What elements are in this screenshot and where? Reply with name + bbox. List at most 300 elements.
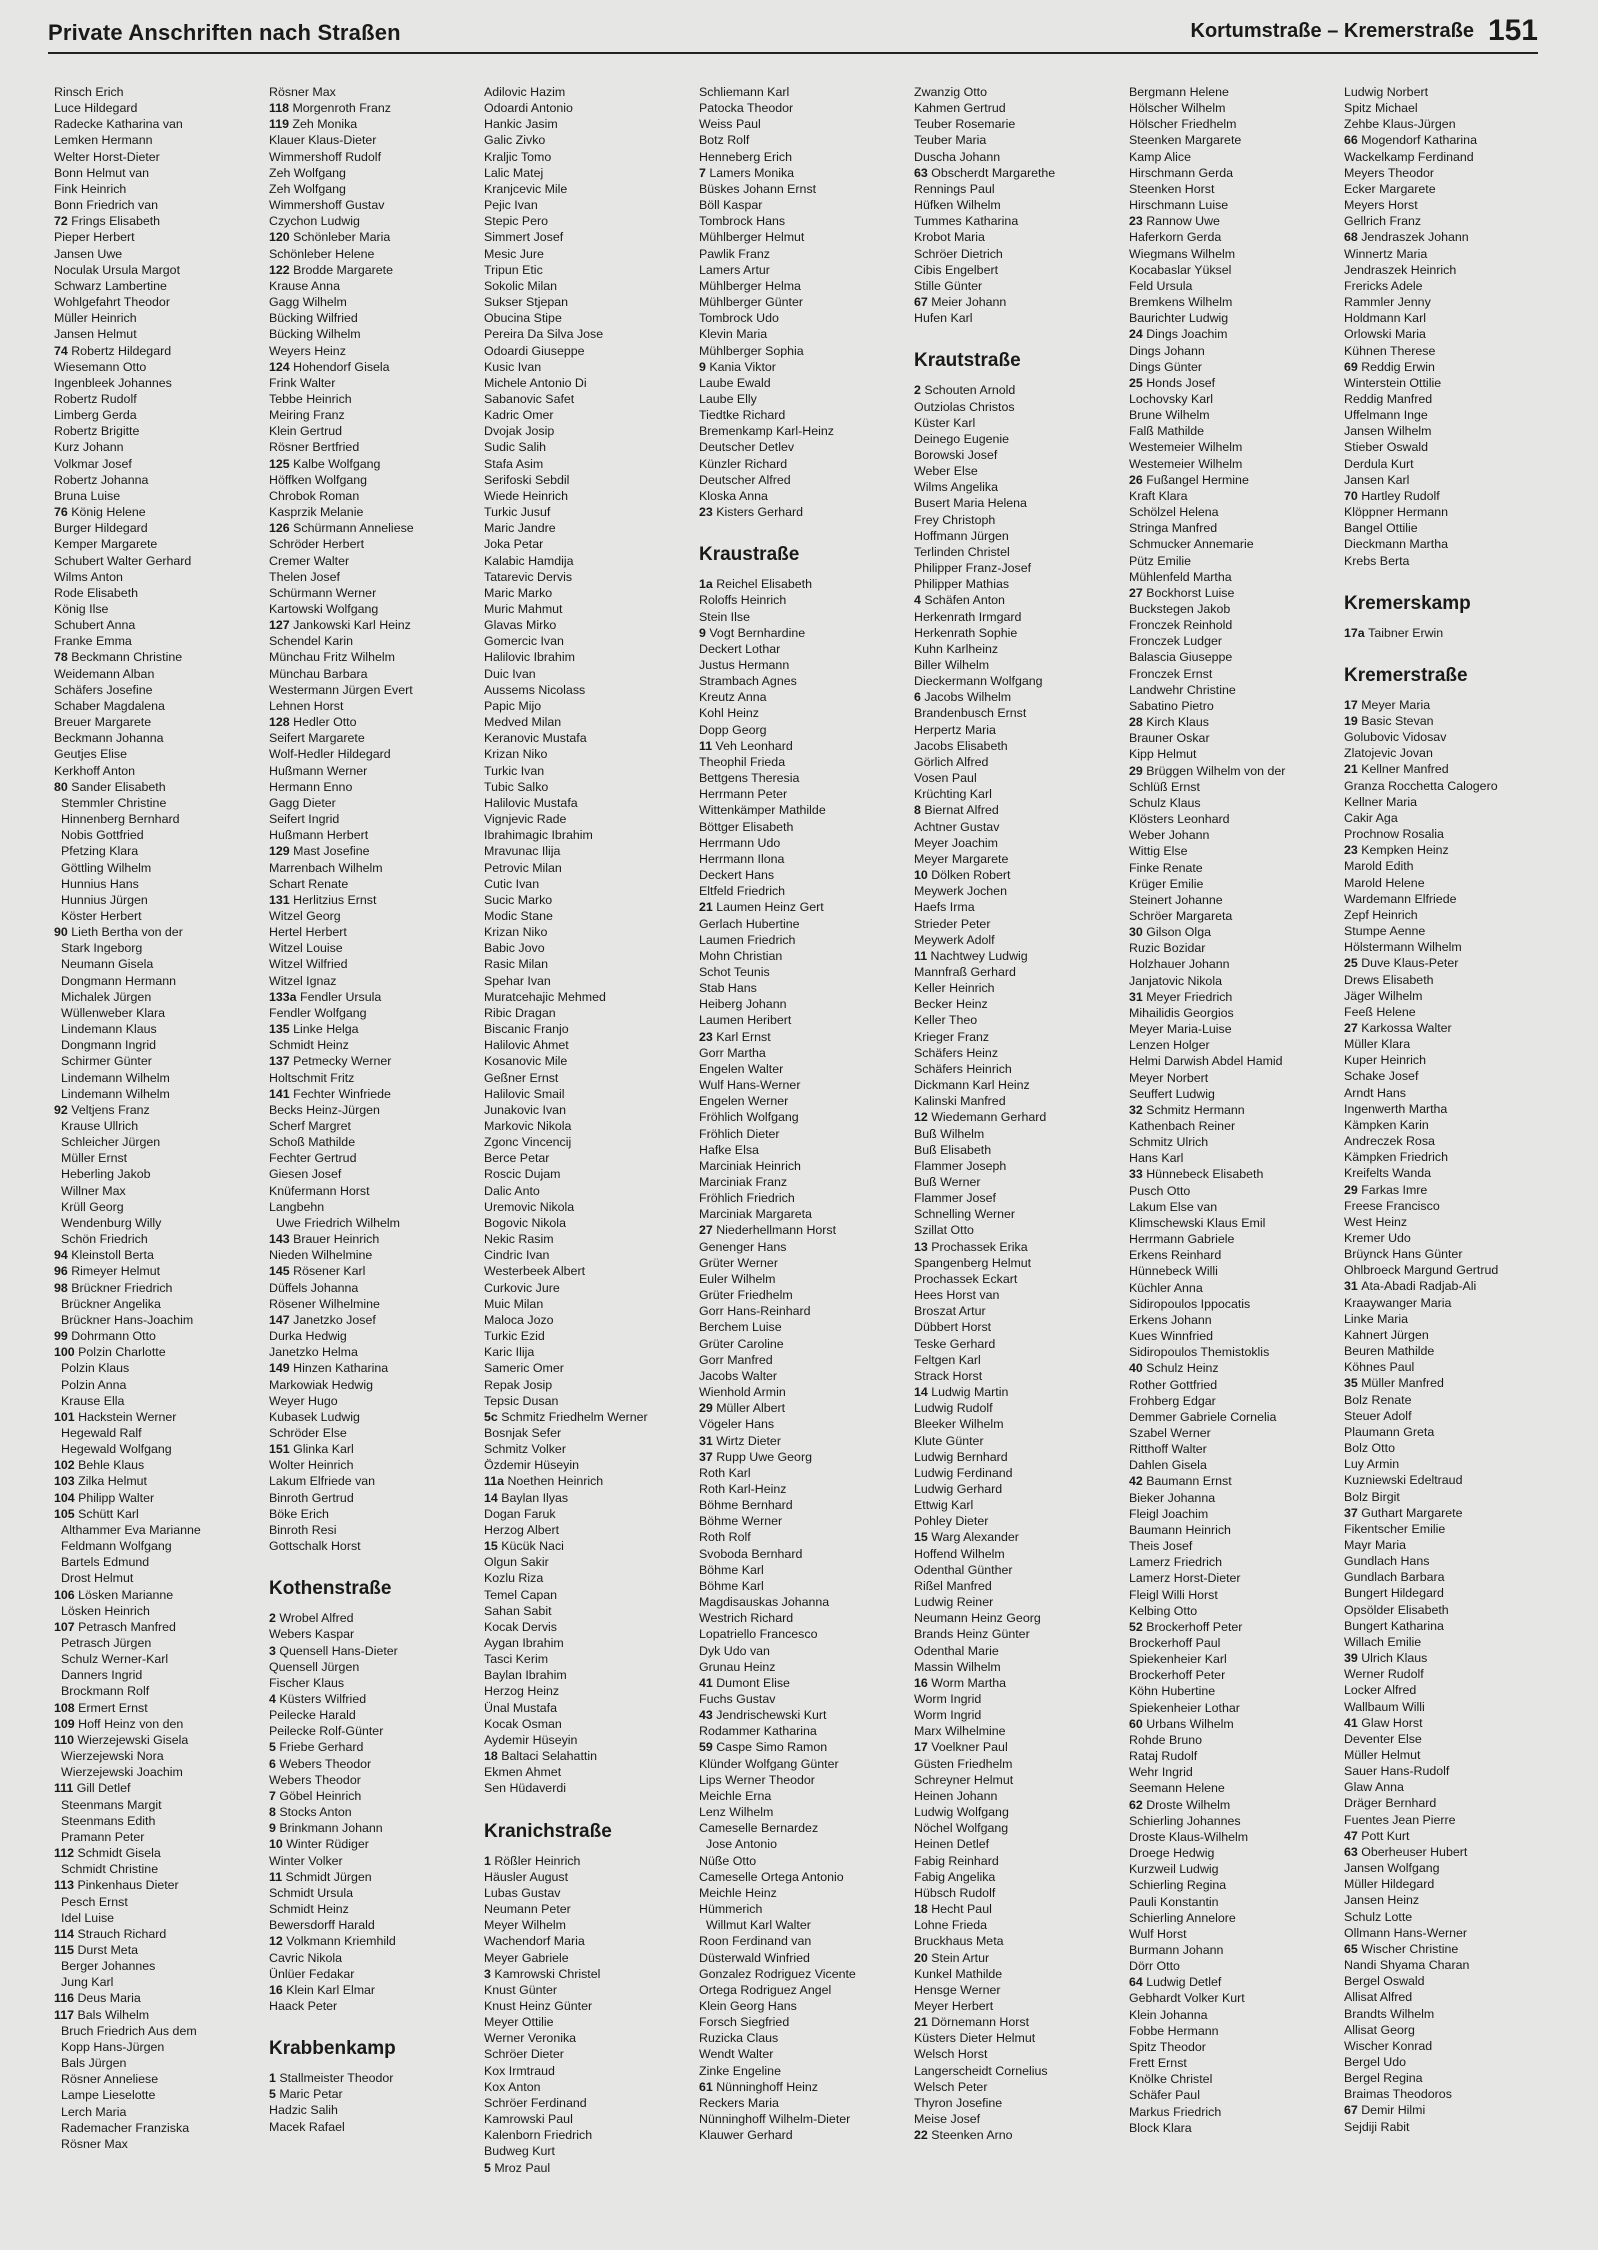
resident-entry	[484, 1441, 699, 1457]
resident-name: Lamerz Friedrich	[1129, 1555, 1222, 1570]
house-number: 112	[54, 1846, 78, 1861]
resident-entry	[269, 326, 484, 342]
resident-entry	[914, 132, 1129, 148]
resident-name: Bogovic Nikola	[484, 1215, 566, 1230]
resident-name: Droege Hedwig	[1129, 1846, 1215, 1861]
resident-name: Biernat Alfred	[924, 803, 999, 818]
resident-entry	[1129, 1780, 1344, 1796]
resident-entry	[914, 399, 1129, 415]
resident-entry	[269, 569, 484, 585]
resident-entry	[484, 326, 699, 342]
resident-entry	[1129, 1732, 1344, 1748]
resident-entry	[54, 1764, 269, 1780]
resident-entry	[484, 1263, 699, 1279]
house-number: 141	[269, 1086, 294, 1101]
resident-entry	[54, 1926, 269, 1942]
resident-name: Simmert Josef	[484, 230, 564, 245]
resident-entry	[54, 1377, 269, 1393]
resident-entry	[484, 585, 699, 601]
resident-name: Fink Heinrich	[54, 181, 127, 196]
house-number: 137	[269, 1054, 294, 1069]
resident-entry	[914, 1950, 1129, 1966]
resident-entry	[1344, 1440, 1559, 1456]
resident-name: Vogt Bernhardine	[709, 625, 806, 640]
resident-entry	[484, 100, 699, 116]
resident-entry	[699, 1562, 914, 1578]
resident-entry	[269, 520, 484, 536]
house-number: 31	[699, 1433, 717, 1448]
resident-entry	[54, 2007, 269, 2023]
resident-entry	[54, 2071, 269, 2087]
resident-name: Worm Martha	[931, 1675, 1007, 1690]
resident-name: Sen Hüdaverdi	[484, 1781, 566, 1796]
resident-entry	[484, 84, 699, 100]
resident-name: Jansen Heinz	[1344, 1893, 1420, 1908]
resident-name: Kania Viktor	[709, 359, 776, 374]
resident-entry	[269, 1869, 484, 1885]
resident-name: Kadric Omer	[484, 408, 554, 423]
resident-entry	[1344, 826, 1559, 842]
resident-name: Kohl Heinz	[699, 706, 759, 721]
resident-entry	[1344, 1892, 1559, 1908]
resident-entry	[914, 1772, 1129, 1788]
resident-entry	[269, 1166, 484, 1182]
resident-entry	[269, 633, 484, 649]
resident-entry	[1344, 423, 1559, 439]
house-number: 18	[484, 1749, 502, 1764]
house-number: 3	[269, 1643, 280, 1658]
resident-entry	[54, 423, 269, 439]
resident-name: Engelen Werner	[699, 1094, 789, 1109]
resident-entry	[1129, 1457, 1344, 1473]
resident-entry	[1344, 1666, 1559, 1682]
resident-name: Pereira Da Silva Jose	[484, 327, 604, 342]
resident-name: Ritthoff Walter	[1129, 1442, 1207, 1457]
resident-name: Neumann Peter	[484, 1902, 571, 1917]
resident-entry	[699, 439, 914, 455]
resident-entry	[1344, 165, 1559, 181]
resident-entry	[54, 536, 269, 552]
resident-entry	[1129, 391, 1344, 407]
resident-name: Hafke Elsa	[699, 1142, 759, 1157]
resident-entry	[1129, 779, 1344, 795]
resident-name: Jendraszek Johann	[1361, 230, 1469, 245]
house-number: 21	[914, 2015, 932, 2030]
resident-name: Frings Elisabeth	[71, 214, 161, 229]
resident-entry	[1129, 569, 1344, 585]
resident-name: Junakovic Ivan	[484, 1102, 566, 1117]
resident-name: Borowski Josef	[914, 447, 998, 462]
resident-name: Mühlenfeld Martha	[1129, 569, 1232, 584]
resident-entry	[1129, 1603, 1344, 1619]
resident-name: Lopatriello Francesco	[699, 1627, 818, 1642]
resident-entry	[1129, 908, 1344, 924]
resident-name: Hußmann Werner	[269, 763, 368, 778]
resident-name: Schake Josef	[1344, 1069, 1419, 1084]
resident-entry	[269, 682, 484, 698]
resident-entry	[484, 876, 699, 892]
resident-entry	[1129, 860, 1344, 876]
resident-entry	[54, 827, 269, 843]
resident-name: Gorr Manfred	[699, 1352, 773, 1367]
resident-entry	[484, 601, 699, 617]
resident-name: Ünal Mustafa	[484, 1700, 558, 1715]
resident-entry	[699, 1400, 914, 1416]
resident-name: Witzel Georg	[269, 908, 341, 923]
resident-entry	[699, 1255, 914, 1271]
resident-entry	[914, 1433, 1129, 1449]
resident-name: Krause Ella	[61, 1393, 125, 1408]
resident-entry	[54, 1070, 269, 1086]
resident-entry	[1344, 1682, 1559, 1698]
resident-name: Teuber Maria	[914, 133, 987, 148]
resident-entry	[1344, 1456, 1559, 1472]
resident-name: Gebhardt Volker Kurt	[1129, 1991, 1245, 2006]
resident-entry	[699, 2063, 914, 2079]
resident-name: Temel Capan	[484, 1587, 558, 1602]
resident-name: Stringa Manfred	[1129, 521, 1218, 536]
resident-name: Prochassek Erika	[931, 1239, 1028, 1254]
resident-entry	[699, 1998, 914, 2014]
resident-name: Plaumann Greta	[1344, 1424, 1435, 1439]
resident-entry	[484, 375, 699, 391]
resident-entry	[1129, 262, 1344, 278]
resident-entry	[484, 956, 699, 972]
resident-entry	[54, 391, 269, 407]
resident-name: Flammer Joseph	[914, 1158, 1007, 1173]
resident-entry	[914, 867, 1129, 883]
resident-name: Frey Christoph	[914, 512, 996, 527]
resident-name: Lenz Wilhelm	[699, 1805, 774, 1820]
resident-name: Zehbe Klaus-Jürgen	[1344, 117, 1456, 132]
house-number: 37	[699, 1449, 717, 1464]
resident-name: Patocka Theodor	[699, 101, 794, 116]
resident-name: Magdisauskas Johanna	[699, 1595, 830, 1610]
resident-entry	[269, 940, 484, 956]
resident-entry	[484, 989, 699, 1005]
house-number: 111	[54, 1781, 77, 1796]
resident-name: Tombrock Udo	[699, 311, 779, 326]
resident-entry	[914, 1804, 1129, 1820]
resident-name: Szillat Otto	[914, 1223, 974, 1238]
house-number: 59	[699, 1740, 717, 1755]
resident-name: Quensell Jürgen	[269, 1659, 360, 1674]
resident-entry	[54, 1748, 269, 1764]
resident-entry	[54, 1910, 269, 1926]
resident-name: Pott Kurt	[1361, 1828, 1410, 1843]
resident-entry	[1344, 1828, 1559, 1844]
resident-name: Pfetzing Klara	[61, 844, 139, 859]
resident-entry	[699, 456, 914, 472]
resident-name: Odoardi Antonio	[484, 101, 573, 116]
house-number: 65	[1344, 1941, 1362, 1956]
resident-name: Müller Heinrich	[54, 311, 137, 326]
resident-entry	[1344, 197, 1559, 213]
resident-name: Hadzic Salih	[269, 2103, 338, 2118]
resident-name: Rösner Max	[61, 2136, 128, 2151]
resident-name: Bonn Friedrich van	[54, 198, 158, 213]
resident-name: Wienhold Armin	[699, 1385, 786, 1400]
resident-entry	[699, 359, 914, 375]
resident-name: Voelkner Paul	[931, 1740, 1008, 1755]
resident-name: Westermann Jürgen Evert	[269, 682, 413, 697]
resident-name: Hegewald Ralf	[61, 1425, 142, 1440]
resident-name: Böke Erich	[269, 1506, 329, 1521]
resident-name: Schaber Magdalena	[54, 698, 165, 713]
resident-entry	[484, 1603, 699, 1619]
resident-entry	[1129, 375, 1344, 391]
resident-entry	[484, 2095, 699, 2111]
resident-entry	[914, 415, 1129, 431]
resident-name: Golubovic Vidosav	[1344, 730, 1447, 745]
resident-name: Kämpken Friedrich	[1344, 1150, 1448, 1165]
resident-entry	[269, 956, 484, 972]
resident-entry	[484, 763, 699, 779]
resident-name: Kubasek Ludwig	[269, 1409, 360, 1424]
resident-entry	[54, 149, 269, 165]
resident-entry	[1344, 1327, 1559, 1343]
resident-name: Winnertz Maria	[1344, 246, 1428, 261]
resident-entry	[914, 1562, 1129, 1578]
resident-name: Kopp Hans-Jürgen	[61, 2039, 165, 2054]
resident-name: Nieden Wilhelmine	[269, 1248, 373, 1263]
resident-name: Schönleber Maria	[293, 230, 391, 245]
resident-name: Robertz Johanna	[54, 472, 149, 487]
resident-name: Brückner Friedrich	[71, 1280, 173, 1295]
resident-entry	[914, 916, 1129, 932]
resident-entry	[1129, 892, 1344, 908]
resident-name: Kraft Klara	[1129, 488, 1188, 503]
resident-name: Schwarz Lambertine	[54, 278, 167, 293]
resident-entry	[699, 1756, 914, 1772]
resident-name: Dongmann Hermann	[61, 973, 177, 988]
resident-entry	[54, 1360, 269, 1376]
resident-entry	[1129, 1005, 1344, 1021]
resident-entry	[269, 1998, 484, 2014]
resident-name: Uremovic Nikola	[484, 1199, 575, 1214]
resident-name: Dogan Faruk	[484, 1506, 556, 1521]
resident-name: Höffken Wolfgang	[269, 472, 368, 487]
resident-name: Kempken Heinz	[1361, 843, 1449, 858]
resident-name: Kirch Klaus	[1146, 715, 1209, 730]
resident-entry	[1344, 1101, 1559, 1117]
resident-name: Pohley Dieter	[914, 1514, 989, 1529]
resident-name: Hunnius Hans	[61, 876, 139, 891]
resident-name: Schubert Anna	[54, 618, 136, 633]
resident-name: Keller Theo	[914, 1013, 978, 1028]
resident-entry	[914, 948, 1129, 964]
resident-name: Gundlach Hans	[1344, 1554, 1430, 1569]
resident-name: Kamp Alice	[1129, 149, 1191, 164]
resident-entry	[1129, 1037, 1344, 1053]
resident-name: Erkens Johann	[1129, 1312, 1212, 1327]
resident-entry	[484, 1966, 699, 1982]
resident-name: Maric Petar	[279, 2087, 343, 2102]
resident-entry	[914, 1319, 1129, 1335]
resident-entry	[54, 1441, 269, 1457]
resident-name: Krüll Georg	[61, 1199, 124, 1214]
resident-entry	[54, 1021, 269, 1037]
resident-name: Knust Günter	[484, 1982, 558, 1997]
resident-name: Bruckhaus Meta	[914, 1934, 1004, 1949]
resident-name: Nobis Gottfried	[61, 828, 144, 843]
resident-entry	[1344, 1909, 1559, 1925]
resident-entry	[484, 1982, 699, 1998]
resident-name: Repak Josip	[484, 1377, 553, 1392]
resident-name: Odoardi Giuseppe	[484, 343, 585, 358]
resident-name: Hankic Jasim	[484, 117, 558, 132]
resident-name: Kuzniewski Edeltraud	[1344, 1473, 1463, 1488]
resident-entry	[1344, 1343, 1559, 1359]
street-range-label: Kortumstraße – Kremerstraße	[1190, 20, 1474, 42]
resident-name: Seifert Ingrid	[269, 812, 340, 827]
resident-entry	[914, 1012, 1129, 1028]
resident-name: Veltjens Franz	[71, 1102, 150, 1117]
resident-entry	[1129, 100, 1344, 116]
resident-name: Schot Teunis	[699, 964, 770, 979]
resident-entry	[1129, 1990, 1344, 2006]
resident-entry	[1129, 504, 1344, 520]
resident-name: Schulz Lotte	[1344, 1909, 1413, 1924]
house-number: 98	[54, 1280, 72, 1295]
resident-entry	[1344, 1731, 1559, 1747]
resident-entry	[699, 609, 914, 625]
resident-name: Steenmans Margit	[61, 1797, 162, 1812]
resident-entry	[699, 1465, 914, 1481]
resident-entry	[1344, 2102, 1559, 2118]
directory-column	[699, 84, 914, 2244]
resident-name: Welsch Horst	[914, 2047, 988, 2062]
house-number: 15	[484, 1539, 502, 1554]
resident-name: Achtner Gustav	[914, 819, 1000, 834]
resident-name: Klöppner Hermann	[1344, 505, 1449, 520]
house-number: 29	[1344, 1182, 1362, 1197]
resident-name: Lieth Bertha von der	[71, 925, 183, 940]
resident-entry	[269, 229, 484, 245]
resident-entry	[699, 819, 914, 835]
resident-entry	[484, 1280, 699, 1296]
resident-name: Dyk Udo van	[699, 1643, 770, 1658]
resident-name: Kühnen Therese	[1344, 343, 1436, 358]
resident-name: Adilovic Hazim	[484, 85, 566, 99]
resident-entry	[54, 1958, 269, 1974]
resident-name: Rösner Max	[269, 85, 336, 99]
resident-name: Becker Heinz	[914, 997, 988, 1012]
resident-name: Turkic Jusuf	[484, 505, 551, 520]
resident-name: Cakir Aga	[1344, 810, 1398, 825]
resident-name: Schleicher Jürgen	[61, 1135, 161, 1150]
resident-name: Kranjcevic Mile	[484, 181, 568, 196]
house-number: 124	[269, 359, 294, 374]
resident-entry	[54, 989, 269, 1005]
resident-name: Wendt Walter	[699, 2047, 774, 2062]
resident-entry	[269, 973, 484, 989]
resident-name: Czychon Ludwig	[269, 214, 360, 229]
resident-entry	[269, 860, 484, 876]
resident-entry	[699, 1885, 914, 1901]
resident-name: Marold Helene	[1344, 875, 1425, 890]
resident-name: Herrmann Ilona	[699, 851, 785, 866]
resident-name: Mannfraß Gerhard	[914, 964, 1016, 979]
resident-name: Knölke Christel	[1129, 2072, 1213, 2087]
resident-entry	[484, 1215, 699, 1231]
resident-entry	[699, 488, 914, 504]
resident-entry	[484, 294, 699, 310]
resident-entry	[1344, 2070, 1559, 2086]
house-number: 145	[269, 1264, 294, 1279]
resident-entry	[1344, 955, 1559, 971]
house-number: 105	[54, 1506, 79, 1521]
resident-entry	[54, 1086, 269, 1102]
resident-entry	[699, 423, 914, 439]
house-number: 5	[269, 2087, 280, 2102]
resident-entry	[484, 827, 699, 843]
resident-name: Kozlu Riza	[484, 1571, 544, 1586]
resident-name: Schmitz Ulrich	[1129, 1135, 1209, 1150]
resident-name: Sukser Stjepan	[484, 295, 569, 310]
resident-name: Brockmann Rolf	[61, 1684, 150, 1699]
resident-entry	[54, 1053, 269, 1069]
resident-name: Willach Emilie	[1344, 1634, 1422, 1649]
resident-name: Berchem Luise	[699, 1320, 782, 1335]
resident-entry	[54, 763, 269, 779]
resident-name: Karkossa Walter	[1361, 1020, 1452, 1035]
resident-name: Haferkorn Gerda	[1129, 230, 1222, 245]
resident-entry	[484, 149, 699, 165]
resident-entry	[54, 666, 269, 682]
resident-entry	[1129, 1958, 1344, 1974]
resident-entry	[1344, 504, 1559, 520]
resident-name: Finke Renate	[1129, 860, 1203, 875]
resident-entry	[269, 181, 484, 197]
resident-name: Wendenburg Willy	[61, 1215, 162, 1230]
house-number: 119	[269, 117, 293, 132]
house-number: 41	[1344, 1715, 1362, 1730]
resident-entry	[1344, 1585, 1559, 1601]
resident-name: Dörnemann Horst	[931, 2015, 1030, 2030]
house-number: 109	[54, 1716, 79, 1731]
resident-name: Holzhauer Johann	[1129, 957, 1230, 972]
resident-entry	[54, 2087, 269, 2103]
resident-name: Bruch Friedrich Aus dem	[61, 2023, 197, 2038]
resident-entry	[484, 1490, 699, 1506]
resident-entry	[1129, 1409, 1344, 1425]
resident-entry	[1129, 1393, 1344, 1409]
resident-name: Fröhlich Friedrich	[699, 1191, 795, 1206]
resident-entry	[699, 1158, 914, 1174]
resident-entry	[1129, 1829, 1344, 1845]
resident-entry	[54, 779, 269, 795]
resident-entry	[54, 811, 269, 827]
resident-name: Schreyner Helmut	[914, 1772, 1014, 1787]
resident-name: Jansen Uwe	[54, 246, 123, 261]
resident-name: Kellner Manfred	[1361, 762, 1449, 777]
house-number: 14	[914, 1385, 932, 1400]
resident-entry	[54, 1990, 269, 2006]
resident-entry	[54, 617, 269, 633]
resident-entry	[54, 1603, 269, 1619]
resident-entry	[1129, 1554, 1344, 1570]
resident-name: Michalek Jürgen	[61, 989, 152, 1004]
resident-name: Chrobok Roman	[269, 488, 360, 503]
resident-entry	[1344, 713, 1559, 729]
resident-entry	[699, 1368, 914, 1384]
resident-entry	[54, 1183, 269, 1199]
resident-name: Marrenbach Wilhelm	[269, 860, 383, 875]
resident-name: Maric Jandre	[484, 521, 556, 536]
resident-entry	[54, 1280, 269, 1296]
resident-entry	[269, 1490, 484, 1506]
